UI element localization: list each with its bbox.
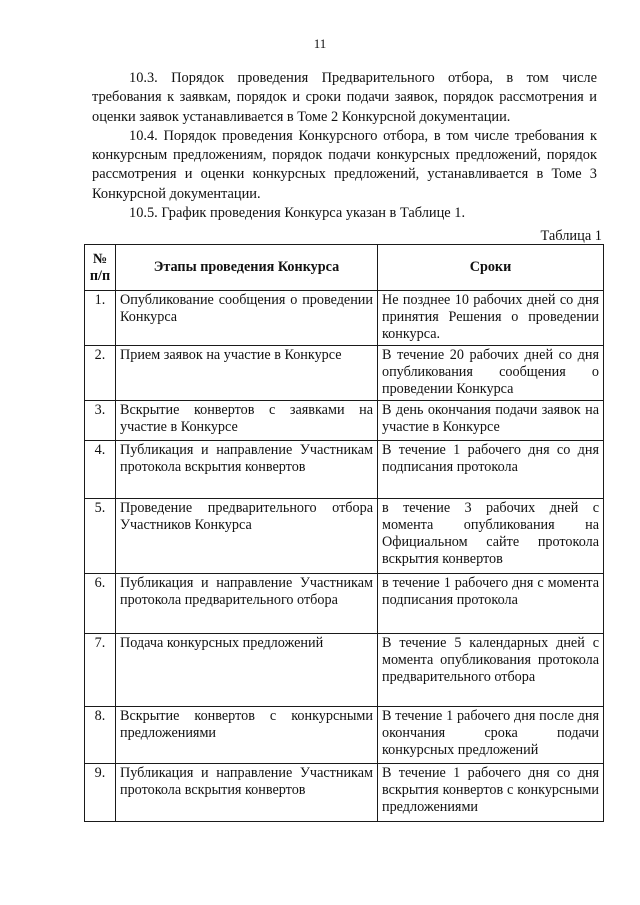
row-stage: Вскрытие конвертов с заявками на участие в Конкурсе bbox=[116, 401, 378, 441]
row-deadline: В день окончания подачи заявок на участие в Конкурсе bbox=[378, 401, 604, 441]
paragraph-10-5: 10.5. График проведения Конкурса указан в Таблице 1. bbox=[129, 205, 466, 222]
table-row bbox=[85, 634, 604, 707]
table-row bbox=[85, 574, 604, 634]
row-number: 3. bbox=[85, 401, 116, 441]
row-deadline: В течение 5 календарных дней с момента опубликования протокола предварительного отбора bbox=[378, 634, 604, 707]
row-number: 6. bbox=[85, 574, 116, 634]
row-deadline: в течение 3 рабочих дней с момента опубликования на Официальном сайте протокола вскрытия конвертов bbox=[378, 499, 604, 574]
table-row bbox=[85, 346, 604, 401]
row-deadline: Не позднее 10 рабочих дней со дня принятия Решения о проведении конкурса. bbox=[378, 291, 604, 346]
page-number: 11 bbox=[313, 36, 327, 51]
row-deadline: в течение 1 рабочего дня с момента подписания протокола bbox=[378, 574, 604, 634]
paragraph-10-4: 10.4. Порядок проведения Конкурсного отбора, в том числе требования к конкурсным предложениям, порядок подачи конкурсных предложений, порядок рассмотрения и оценки конкурсных предложений, устанавливается в Томе 3 Конкурсной документации. bbox=[92, 127, 597, 202]
row-number: 4. bbox=[85, 441, 116, 499]
row-stage: Прием заявок на участие в Конкурсе bbox=[116, 346, 378, 401]
row-stage: Подача конкурсных предложений bbox=[116, 634, 378, 707]
row-stage: Публикация и направление Участникам протокола вскрытия конвертов bbox=[116, 764, 378, 822]
row-number: 1. bbox=[85, 291, 116, 346]
row-stage: Опубликование сообщения о проведении Конкурса bbox=[116, 291, 378, 346]
table-row bbox=[85, 291, 604, 346]
table-caption: Таблица 1 bbox=[540, 228, 602, 244]
table-header-row bbox=[85, 245, 604, 291]
row-stage: Публикация и направление Участникам протокола вскрытия конвертов bbox=[116, 441, 378, 499]
row-stage: Вскрытие конвертов с конкурсными предложениями bbox=[116, 707, 378, 764]
header-number: № п/п bbox=[85, 245, 116, 291]
header-stage: Этапы проведения Конкурса bbox=[116, 245, 378, 291]
row-number: 9. bbox=[85, 764, 116, 822]
row-stage: Проведение предварительного отбора Участников Конкурса bbox=[116, 499, 378, 574]
row-deadline: В течение 1 рабочего дня со дня подписания протокола bbox=[378, 441, 604, 499]
table-row bbox=[85, 441, 604, 499]
row-stage: Публикация и направление Участникам протокола предварительного отбора bbox=[116, 574, 378, 634]
table-row bbox=[85, 764, 604, 822]
paragraph-10-3: 10.3. Порядок проведения Предварительного отбора, в том числе требования к заявкам, порядок и сроки подачи заявок, порядок рассмотрения и оценки заявок устанавливается в Томе 2 Конкурсной документации. bbox=[92, 70, 597, 125]
header-deadline: Сроки bbox=[378, 245, 604, 291]
row-deadline: В течение 20 рабочих дней со дня опубликования сообщения о проведении Конкурса bbox=[378, 346, 604, 401]
row-deadline: В течение 1 рабочего дня со дня вскрытия конвертов с конкурсными предложениями bbox=[378, 764, 604, 822]
table-row bbox=[85, 707, 604, 764]
table-row bbox=[85, 499, 604, 574]
row-number: 2. bbox=[85, 346, 116, 401]
body-text bbox=[92, 69, 597, 223]
row-number: 8. bbox=[85, 707, 116, 764]
row-number: 5. bbox=[85, 499, 116, 574]
row-number: 7. bbox=[85, 634, 116, 707]
table-row bbox=[85, 401, 604, 441]
row-deadline: В течение 1 рабочего дня после дня окончания срока подачи конкурсных предложений bbox=[378, 707, 604, 764]
contest-schedule-table bbox=[84, 244, 604, 822]
